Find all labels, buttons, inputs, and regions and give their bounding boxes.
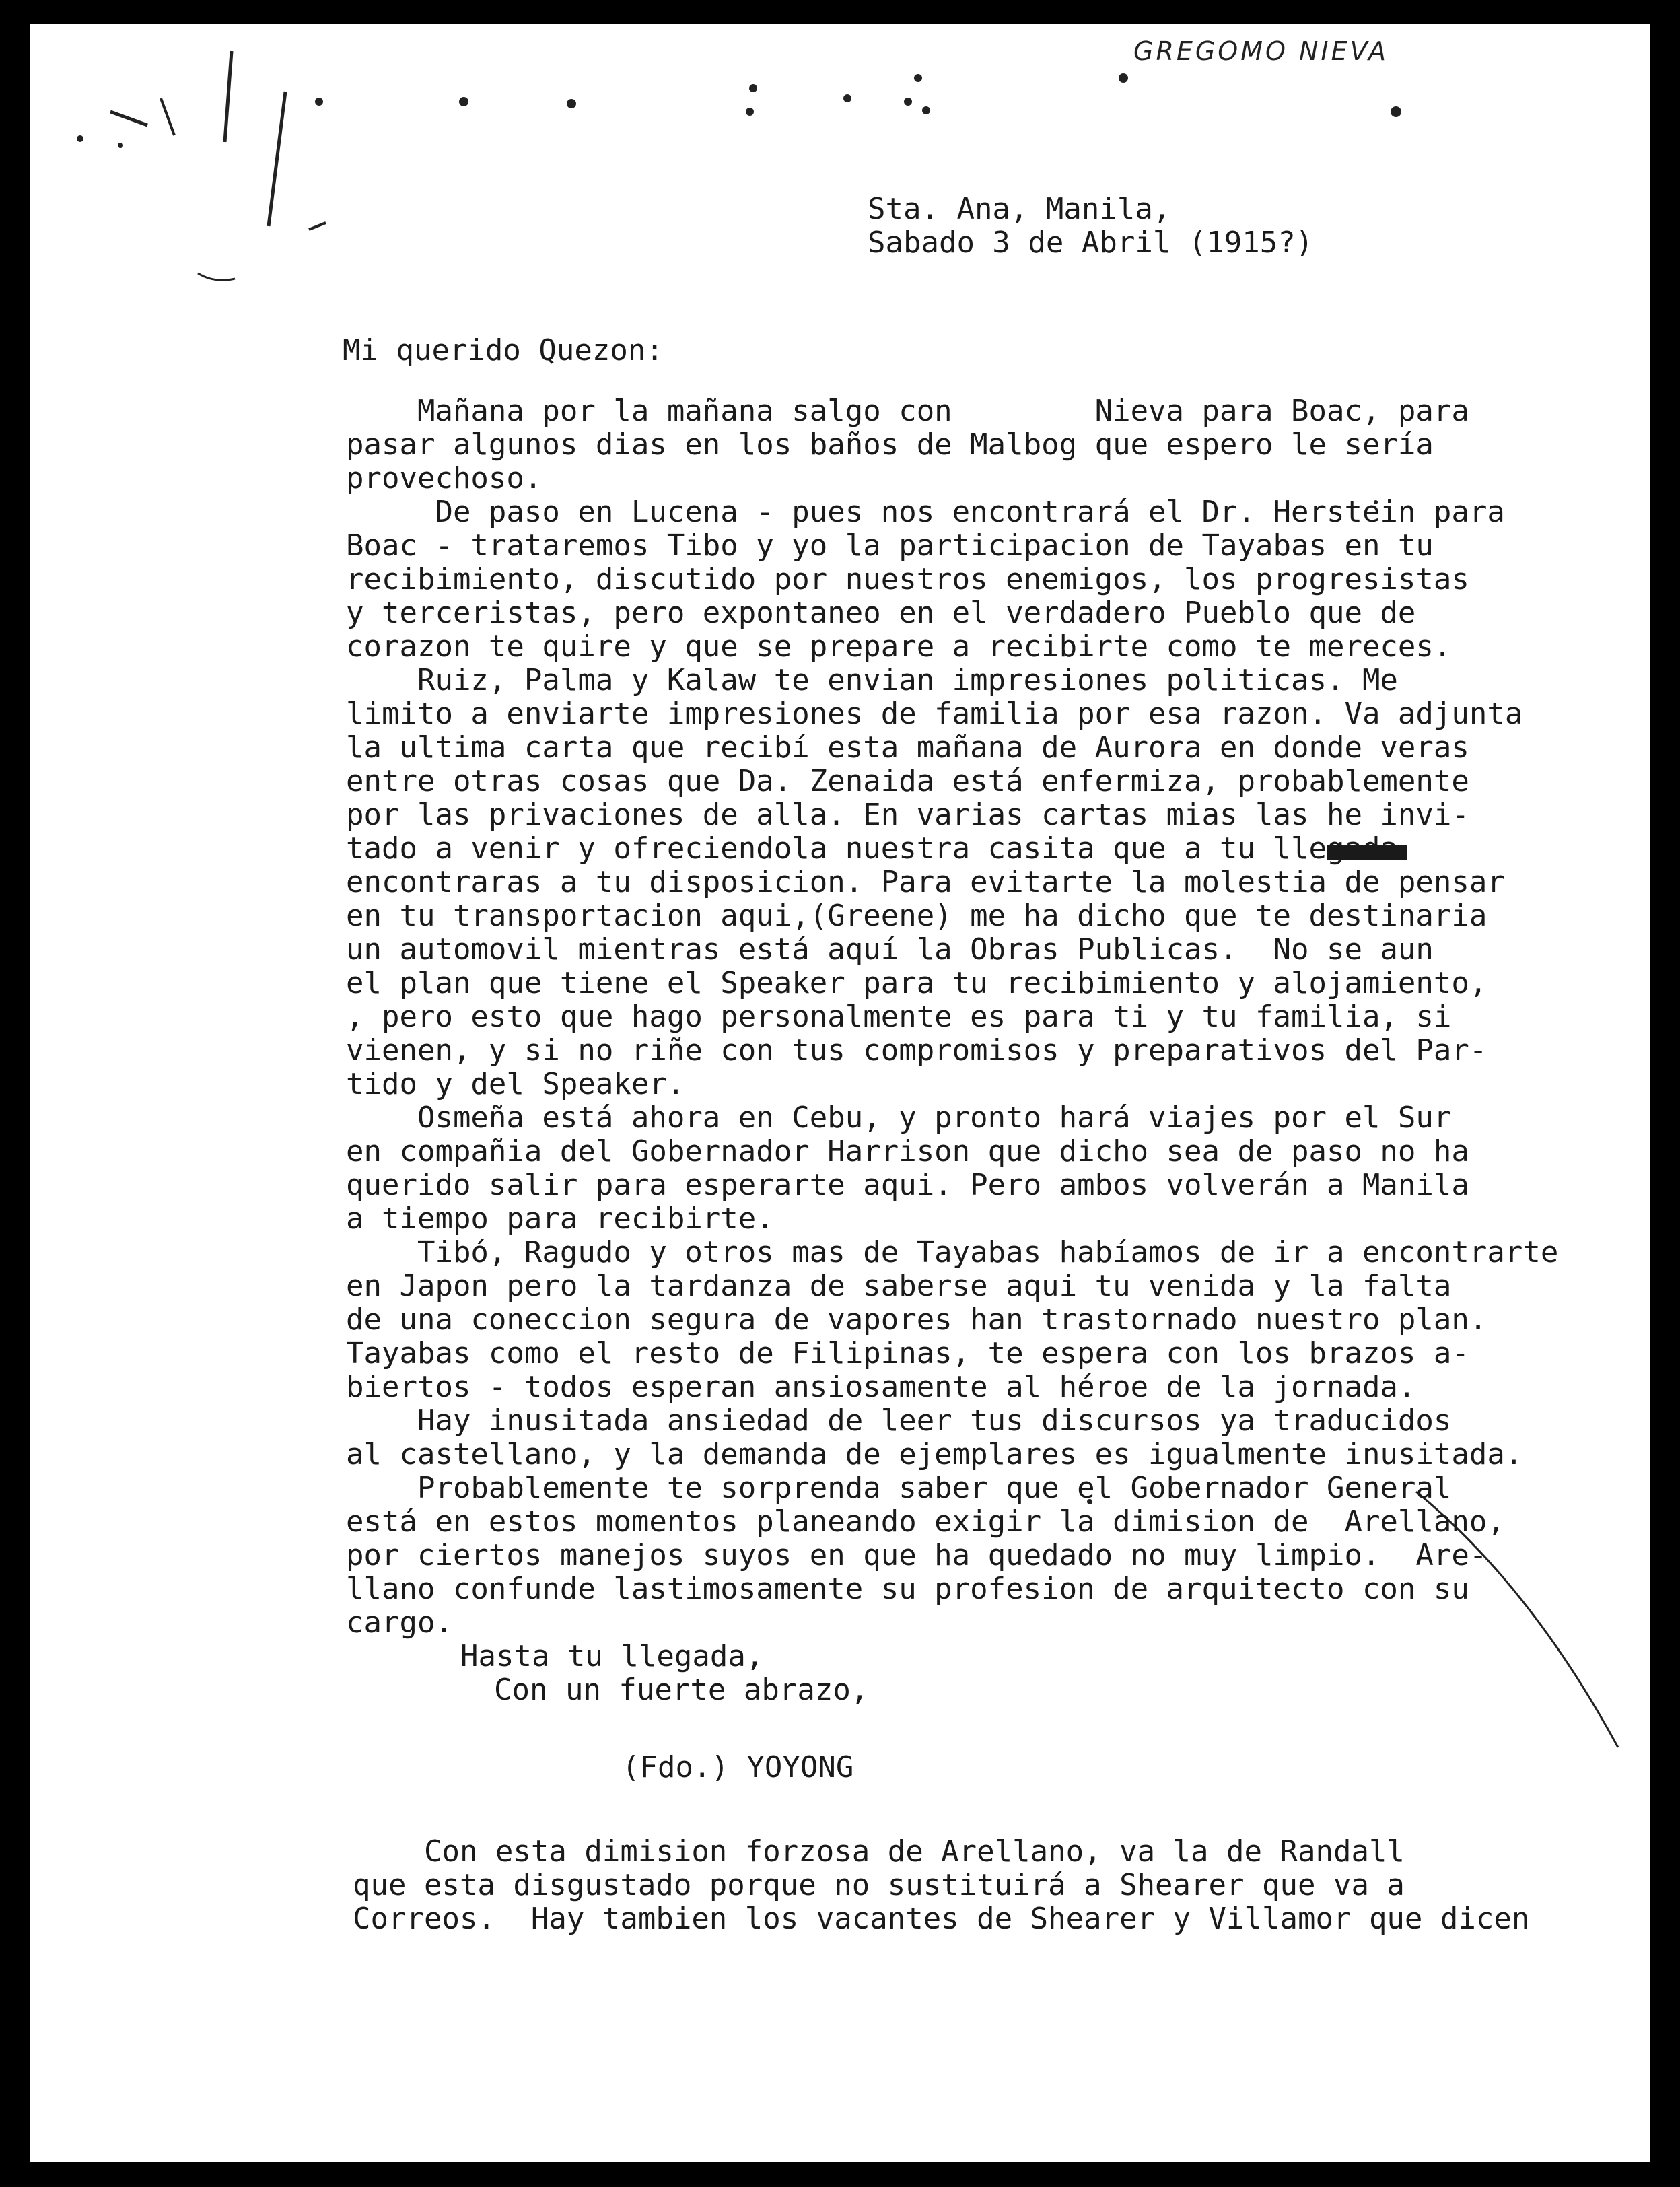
- body-line: provechoso.: [346, 461, 542, 495]
- body-line: Osmeña está ahora en Cebu, y pronto hará viajes por el Sur: [346, 1101, 1452, 1135]
- body-line: la ultima carta que recibí esta mañana de Aurora en donde veras: [346, 730, 1469, 765]
- body-line: en compañia del Gobernador Harrison que dicho sea de paso no ha: [346, 1134, 1469, 1169]
- letter-place: Sta. Ana, Manila,: [868, 192, 1171, 226]
- postscript-line: Con esta dimision forzosa de Arellano, va la de Randall: [353, 1834, 1405, 1869]
- salutation: Mi querido Quezon:: [343, 333, 664, 368]
- body-line: el plan que tiene el Speaker para tu recibimiento y alojamiento,: [346, 966, 1488, 1000]
- body-line: y terceristas, pero expontaneo en el verdadero Pueblo que de: [346, 596, 1416, 630]
- body-line: entre otras cosas que Da. Zenaida está enfermiza, probablemente: [346, 764, 1469, 798]
- handwritten-annotation: GREGOMO NIEVA: [1133, 36, 1389, 66]
- body-line: en tu transportacion aqui,(Greene) me ha dicho que te destinaria: [346, 899, 1488, 933]
- body-line: por las privaciones de alla. En varias cartas mias las he invi-: [346, 798, 1469, 832]
- body-line: encontraras a tu disposicion. Para evitarte la molestia de pensar: [346, 865, 1505, 899]
- signature: (Fdo.) YOYONG: [622, 1750, 854, 1784]
- body-line: vienen, y si no riñe con tus compromisos y preparativos del Par-: [346, 1033, 1488, 1068]
- closing-line-1: Hasta tu llegada,: [460, 1639, 764, 1673]
- body-line: llano confunde lastimosamente su profesion de arquitecto con su: [346, 1572, 1469, 1606]
- document-page: [30, 24, 1650, 2162]
- body-line: De paso en Lucena - pues nos encontrará el Dr. Herstein para: [346, 495, 1505, 529]
- body-line: cargo.: [346, 1605, 453, 1640]
- body-line: Hay inusitada ansiedad de leer tus discursos ya traducidos: [346, 1403, 1452, 1438]
- body-line: querido salir para esperarte aqui. Pero ambos volverán a Manila: [346, 1168, 1469, 1202]
- body-line: pasar algunos dias en los baños de Malbog que espero le sería: [346, 427, 1434, 462]
- body-line: Mañana por la mañana salgo con Nieva para Boac, para: [346, 394, 1469, 428]
- body-line: está en estos momentos planeando exigir la dimision de Arellano,: [346, 1504, 1505, 1539]
- body-line: Tibó, Ragudo y otros mas de Tayabas habíamos de ir a encontrarte: [346, 1235, 1559, 1270]
- body-line: Tayabas como el resto de Filipinas, te espera con los brazos a-: [346, 1336, 1469, 1370]
- letter-date: Sabado 3 de Abril (1915?): [868, 225, 1314, 260]
- postscript-line: que esta disgustado porque no sustituirá a Shearer que va a: [353, 1868, 1405, 1902]
- body-line: biertos - todos esperan ansiosamente al héroe de la jornada.: [346, 1370, 1416, 1404]
- body-line: limito a enviarte impresiones de familia por esa razon. Va adjunta: [346, 697, 1523, 731]
- body-line: Ruiz, Palma y Kalaw te envian impresiones politicas. Me: [346, 663, 1398, 697]
- body-line: recibimiento, discutido por nuestros enemigos, los progresistas: [346, 562, 1469, 596]
- closing-line-2: Con un fuerte abrazo,: [494, 1673, 869, 1707]
- body-line: , pero esto que hago personalmente es para ti y tu familia, si: [346, 1000, 1452, 1034]
- body-line: tado a venir y ofreciendola nuestra casita que a tu llegada: [346, 831, 1398, 866]
- body-line: corazon te quire y que se prepare a recibirte como te mereces.: [346, 629, 1452, 664]
- body-line: Boac - trataremos Tibo y yo la participacion de Tayabas en tu: [346, 528, 1434, 563]
- body-line: Probablemente te sorprenda saber que el Gobernador General: [346, 1471, 1452, 1505]
- body-line: al castellano, y la demanda de ejemplares es igualmente inusitada.: [346, 1437, 1523, 1471]
- body-line: un automovil mientras está aquí la Obras Publicas. No se aun: [346, 932, 1434, 967]
- body-line: de una coneccion segura de vapores han trastornado nuestro plan.: [346, 1303, 1488, 1337]
- postscript-line: Correos. Hay tambien los vacantes de Shearer y Villamor que dicen: [353, 1902, 1530, 1936]
- body-line: por ciertos manejos suyos en que ha quedado no muy limpio. Are-: [346, 1538, 1488, 1572]
- body-line: a tiempo para recibirte.: [346, 1202, 774, 1236]
- body-line: en Japon pero la tardanza de saberse aqui tu venida y la falta: [346, 1269, 1452, 1303]
- body-line: tido y del Speaker.: [346, 1067, 685, 1101]
